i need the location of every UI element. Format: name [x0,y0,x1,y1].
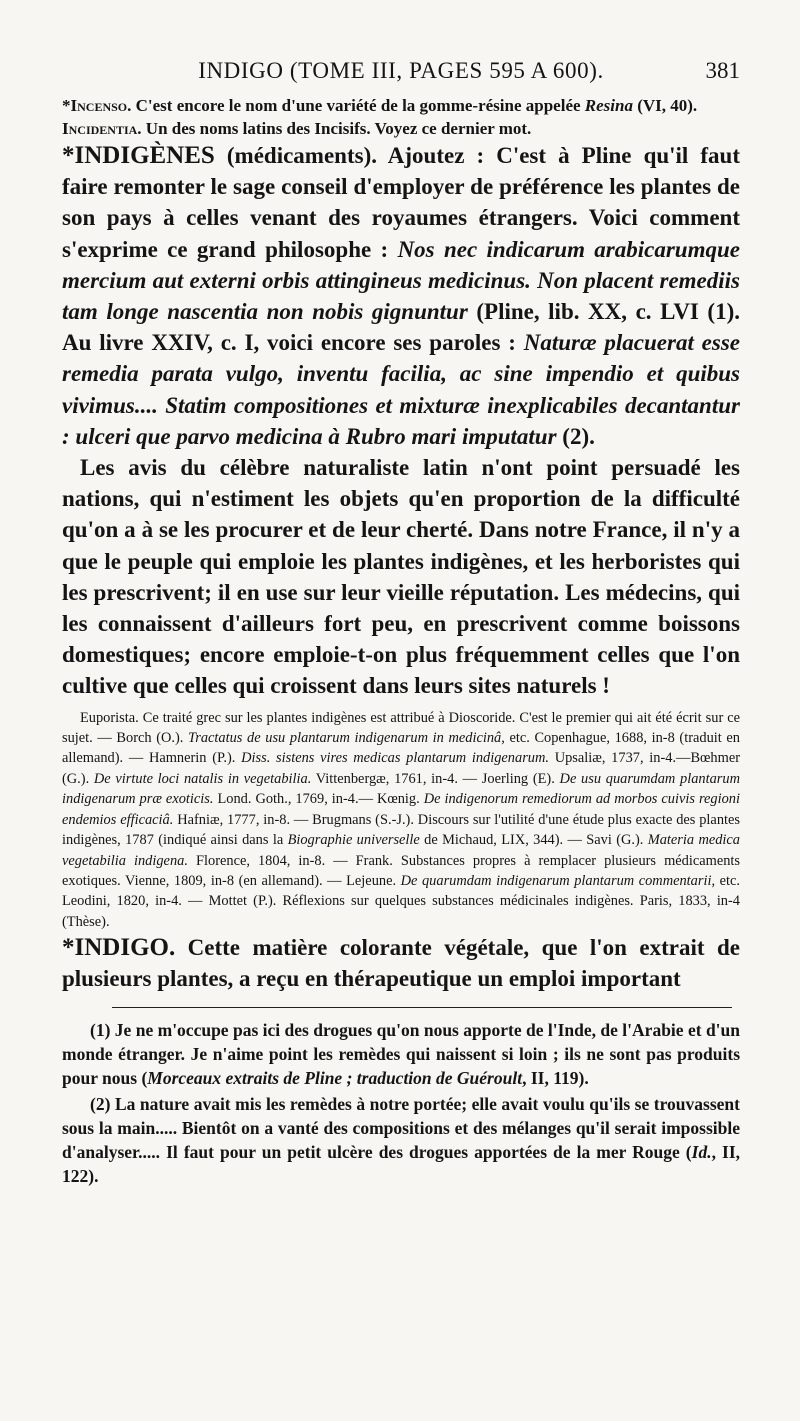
entry-term: *INDIGO. [62,934,176,962]
biblio-title: De virtute loci natalis in vegetabilia. [93,770,312,787]
running-header [62,58,740,94]
biblio-text: Vittenbergæ, 1761, in-4. — Joerling (E). [311,770,560,787]
running-title: INDIGO (TOME III, PAGES 595 A 600). [198,58,604,83]
entry-text: C'est encore le nom d'une variété de la gomme-résine appelée [131,96,585,115]
paragraph-text: Cette matière colorante végétale, que l'on extrait de plusieurs plantes, a reçu en thérapeutique un emploi important [62,935,740,992]
indigenes-paragraph-2: Les avis du célèbre naturaliste latin n'ont point persuadé les nations, qui n'estiment les objets qu'en proportion de la difficulté qu'on a à se les procurer et de leur cherté. Dans notre France, il n'y a que le peuple qui emploie les plantes indigènes, et les herboristes qui les prescrivent; il en use sur leur vieille réputation. Les médecins, qui les connaissent d'ailleurs fort peu, en prescrivent comme boissons domestiques; encore emploie-t-on plus fréquemment celles que l'on cultive que celles qui croissent dans leurs sites naturels ! [62,455,740,699]
footnote-2 [62,1092,740,1188]
biblio-title: Diss. sistens vires medicas plantarum indigenarum. [241,750,549,767]
footnote-divider [112,1007,732,1008]
entry-indigo [62,932,740,994]
entry-term: *INDIGÈNES [62,142,215,169]
biblio-title: Materia medica vegetabilia indigena. [62,832,740,869]
biblio-title: De indigenorum remediorum ad morbos cuivis regioni endemios efficaciâ. [62,791,740,828]
footnote-text: Je ne m'occupe pas ici des drogues qu'on nous apporte de l'Inde, de l'Arabie et d'un monde étranger. Je n'aime point les remèdes qui naissent si loin ; ils ne sont pas produits pour nous ( [62,1019,740,1088]
footnote-1 [62,1018,740,1090]
biblio-text: , etc. Leodini, 1820, in-4. — Mottet (P.). Réflexions sur quelques substances médicinales indigènes. Paris, 1833, in-4 (Thèse). [62,872,740,930]
footnote-text-tail: , II, 119). [522,1067,589,1088]
latin-quote: Naturæ placuerat esse remedia parata vulgo, inventu facilia, ac sine impendio et quibus vivimus.... Statim compositiones et mixturæ inexplicabiles decantantur : ulceri que parvo medicina à Rubro mari imputatur [62,330,740,449]
biblio-text: Euporista. Ce traité grec sur les plantes indigènes est attribué à Dioscoride. C'est le premier qui ait été écrit sur ce sujet. — Borch (O.). [62,709,740,747]
latin-quote: Nos nec indicarum arabicarumque mercium aut externi orbis attingineus medicinus. Non placent remediis tam longe nascentia non nobis gignuntur [62,236,740,325]
paragraph-text: (2). [556,423,595,449]
footnote-number: (1) [90,1019,111,1040]
biblio-text: , etc. Copenhague, 1688, in-8 (traduit en allemand). — Hamnerin (P.). [62,730,740,767]
entry-indigenes [62,140,740,702]
paragraph-text: (Pline, lib. XX, c. LVI (1). Au livre XXIV, c. I, voici encore ses paroles : [62,299,741,356]
footnote-text: La nature avait mis les remèdes à notre portée; elle avait voulu qu'ils se trouvassent sous la main..... Bientôt on a vanté des compositions et des mélanges qu'il serait impossible d'analyser..... Il faut pour un petit ulcère des drogues apportées de la mer Rouge ( [62,1093,740,1162]
biblio-text: Florence, 1804, in-8. — Frank. Substances propres à remplacer plusieurs médicaments exotiques. Vienne, 1809, in-8 (en allemand). — Lejeune. [62,852,741,889]
entry-incenso [62,94,740,117]
footnote-text-tail: , II, 122). [62,1141,740,1186]
footnote-number: (2) [90,1093,111,1114]
footnote-italic: Morceaux extraits de Pline ; traduction de Guéroult [147,1067,523,1088]
paragraph-text: (médicaments). Ajoutez : C'est à Pline qu'il faut faire remonter le sage conseil d'employer de préférence les plantes de son pays à celles venant des royaumes étrangers. Voici comment s'exprime ce grand philosophe : [62,143,740,262]
entry-text: Un des noms latins des Incisifs. Voyez ce dernier mot. [141,119,532,138]
entry-italic: Resina [584,96,633,115]
page-content [62,58,740,1188]
biblio-title: Biographie universelle [287,832,420,849]
indigenes-paragraph-1 [62,140,740,452]
entry-text-tail: (VI, 40). [632,96,698,115]
biblio-title: Tractatus de usu plantarum indigenarum in medicinâ [188,730,502,747]
entry-term: Incidentia. [62,119,142,138]
biblio-title: De usu quarumdam plantarum indigenarum præ exoticis. [62,770,740,808]
footnote-italic: Id. [691,1141,712,1162]
biblio-text: Lond. Goth., 1769, in-4.— Kœnig. [213,791,424,808]
entry-term: *Incenso. [62,96,132,115]
bibliography [62,708,740,932]
biblio-title: De quarumdam indigenarum plantarum commentarii [400,872,712,889]
biblio-text: de Michaud, LIX, 344). — Savi (G.). [419,832,648,849]
page-number: 381 [705,58,740,83]
biblio-text: Hafniæ, 1777, in-8. — Brugmans (S.-J.). Discours sur l'utilité d'une étude plus exacte des plantes indigènes, 1787 (indiqué ainsi dans la [62,811,740,849]
biblio-text: Upsaliæ, 1737, in-4.—Bœhmer (G.). [62,750,741,787]
entry-incidentia [62,117,740,140]
